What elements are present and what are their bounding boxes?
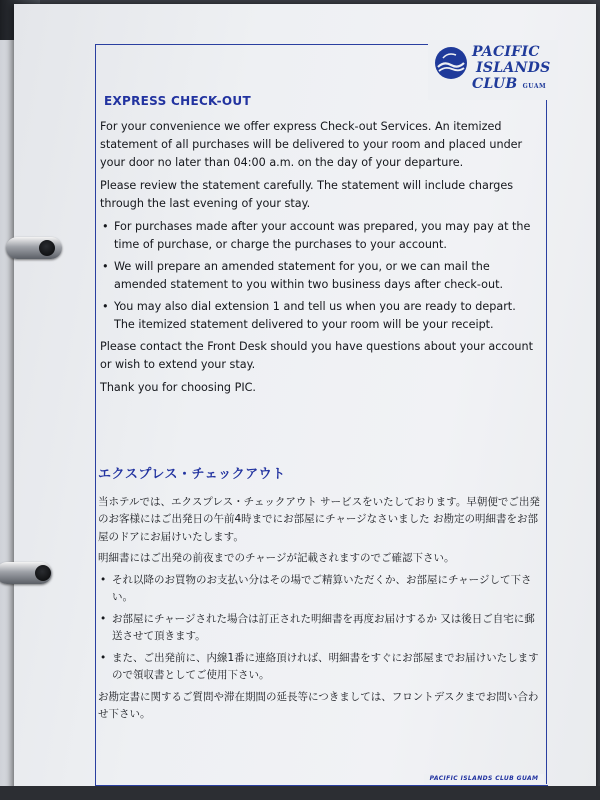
bullet-glyph: • [100, 573, 107, 586]
english-thanks: Thank you for choosing PIC. [100, 381, 256, 394]
punch-hole-top [39, 240, 55, 256]
list-item [98, 650, 540, 685]
wave-globe-icon [434, 46, 468, 80]
list-item-text: You may also dial extension 1 and tell us when you are ready to depart. The itemized statement delivered to your room will be your receipt. [114, 300, 516, 331]
logo-line-1: PACIFIC [472, 44, 540, 60]
list-item [98, 572, 540, 607]
list-item-text: また、ご出発前に、内線1番に連絡頂ければ、明細書をすぐにお部屋までお届けいたしますので領収書としてご使用下さい。 [112, 651, 539, 681]
bullet-glyph: • [100, 612, 107, 625]
english-heading: EXPRESS CHECK-OUT [104, 94, 251, 108]
list-item-text: それ以降のお買物のお支払い分はその場でご精算いただくか、お部屋にチャージして下さい。 [112, 573, 532, 603]
logo-wordmark [472, 44, 551, 95]
logo-suffix: GUAM [522, 83, 547, 90]
logo-line-3-text: CLUB [472, 76, 518, 92]
bullet-glyph: • [102, 220, 109, 233]
page-border-right [546, 100, 547, 784]
english-section [100, 92, 540, 402]
list-item-text: We will prepare an amended statement for you, or we can mail the amended statement to you within two business days after check-out. [114, 260, 504, 291]
list-item [100, 298, 540, 334]
japanese-heading: エクスプレス・チェックアウト [98, 467, 286, 482]
punch-hole-bottom [35, 565, 51, 581]
japanese-section [98, 466, 540, 728]
list-item-text: お部屋にチャージされた場合は訂正された明細書を再度お届けするか 又は後日ご自宅に郵送させて頂きます。 [112, 612, 535, 642]
japanese-review: 明細書にはご出発の前夜までのチャージが記載されますのでご確認下さい。 [98, 552, 455, 564]
english-bullet-list [100, 218, 540, 334]
bullet-glyph: • [102, 260, 109, 273]
list-item [98, 611, 540, 646]
page-footer: PACIFIC ISLANDS CLUB GUAM [424, 774, 544, 784]
japanese-contact: お勘定書に関するご質問や滞在期間の延長等につきましては、フロントデスクまでお問い合わせ下さい。 [98, 690, 539, 720]
english-intro: For your convenience we offer express Check-out Services. An itemized statement of all purchases will be delivered to your room and placed under your door no later than 04:00 a.m. on the day of your departure. [100, 120, 523, 169]
list-item-text: For purchases made after your account was prepared, you may pay at the time of purchase, or charge the purchases to your account. [114, 220, 531, 251]
english-contact: Please contact the Front Desk should you have questions about your account or wish to extend your stay. [100, 340, 533, 371]
japanese-intro: 当ホテルでは、エクスプレス・チェックアウト サービスをいたしております。早朝便でご出発のお客様にはご出発日の午前4時までにお部屋にチャージなさいました お勘定の明細書をお部屋のドアにお届けいたします。 [98, 495, 540, 543]
english-review: Please review the statement carefully. The statement will include charges through the last evening of your stay. [100, 179, 514, 210]
bullet-glyph: • [102, 300, 109, 313]
japanese-bullet-list [98, 572, 540, 685]
bullet-glyph: • [100, 651, 107, 664]
list-item [100, 258, 540, 294]
logo-line-2: ISLANDS [476, 60, 551, 76]
list-item [100, 218, 540, 254]
table-edge [0, 786, 600, 800]
